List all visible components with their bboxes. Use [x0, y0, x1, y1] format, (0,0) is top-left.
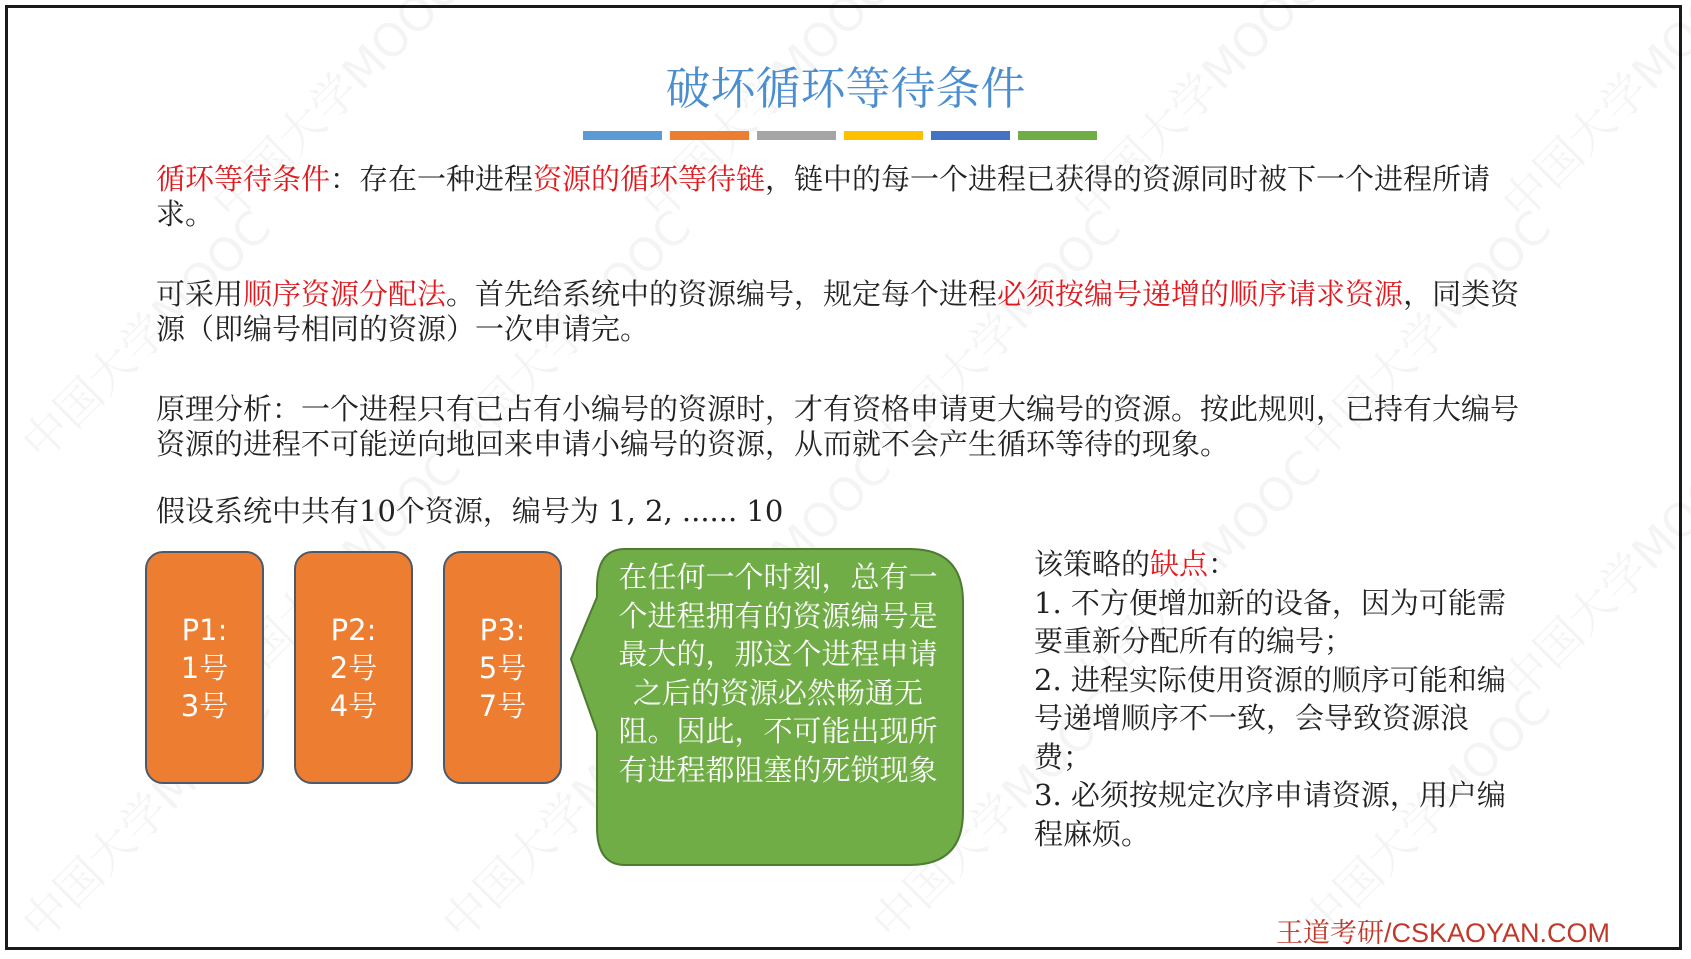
drawback-item: 1. 不方便增加新的设备，因为可能需要重新分配所有的编号；	[1034, 585, 1506, 658]
footer-brand: 王道考研/CSKAOYAN.COM	[1276, 918, 1611, 948]
drawbacks-heading	[1034, 545, 1524, 584]
divider-bar	[757, 131, 836, 140]
p2-highlight-1: 顺序资源分配法	[243, 277, 447, 311]
p2-text-3: ，同类资源（即编号相同的资源）一次申请完。	[156, 277, 1520, 346]
process-resource: 7号	[478, 688, 527, 723]
process-name: P1:	[181, 612, 228, 647]
paragraph-principle: 原理分析：一个进程只有已占有小编号的资源时，才有资格申请更大编号的资源。按此规则，已持有大编号资源的进程不可能逆向地回来申请小编号的资源，从而就不会产生循环等待的现象。	[156, 392, 1520, 461]
p2-highlight-2: 必须按编号递增的顺序请求资源	[997, 277, 1404, 311]
p1-text-1: ：存在一种进程	[330, 162, 534, 196]
process-box-p2	[294, 551, 413, 784]
term-circular-wait: 循环等待条件	[156, 162, 331, 196]
process-resource: 2号	[329, 650, 378, 685]
process-box-p3	[443, 551, 562, 784]
paragraph-assumption: 假设系统中共有10个资源，编号为 1, 2, ...... 10	[156, 494, 784, 528]
divider-bar	[670, 131, 749, 140]
p1-highlight: 资源的循环等待链	[533, 162, 766, 196]
p2-text-2: 。首先给系统中的资源编号，规定每个进程	[446, 277, 998, 311]
drawbacks-heading-prefix: 该策略的	[1034, 547, 1151, 581]
divider-bar	[844, 131, 923, 140]
p2-text-1: 可采用	[156, 277, 244, 311]
process-resource: 1号	[180, 650, 229, 685]
process-resource: 3号	[180, 688, 229, 723]
divider-bar	[583, 131, 662, 140]
drawback-item: 3. 必须按规定次序申请资源，用户编程麻烦。	[1034, 778, 1506, 851]
drawbacks-heading-suffix: ：	[1208, 547, 1238, 581]
drawback-item: 2. 进程实际使用资源的顺序可能和编号递增顺序不一致，会导致资源浪费；	[1034, 662, 1506, 774]
divider-bar	[1018, 131, 1097, 140]
process-resource: 4号	[329, 688, 378, 723]
drawbacks-heading-highlight: 缺点	[1150, 547, 1209, 581]
drawbacks-section	[1034, 545, 1524, 853]
speech-bubble-text: 在任何一个时刻，总有一个进程拥有的资源编号是最大的，那这个进程申请之后的资源必然畅通无阻。因此，不可能出现所有进程都阻塞的死锁现象	[618, 560, 938, 787]
process-name: P3:	[479, 612, 526, 647]
p1-text-2: ，链中的每一个进程已获得的资源同时被下一个进程所请求。	[156, 162, 1491, 231]
paragraph-circular-wait	[156, 162, 1536, 232]
divider-bar	[931, 131, 1010, 140]
process-resource: 5号	[478, 650, 527, 685]
process-name: P2:	[330, 612, 377, 647]
paragraph-ordered-allocation	[156, 277, 1536, 347]
title-divider	[583, 131, 1105, 140]
slide-title: 破坏循环等待条件	[665, 62, 1026, 115]
process-box-p1	[145, 551, 264, 784]
